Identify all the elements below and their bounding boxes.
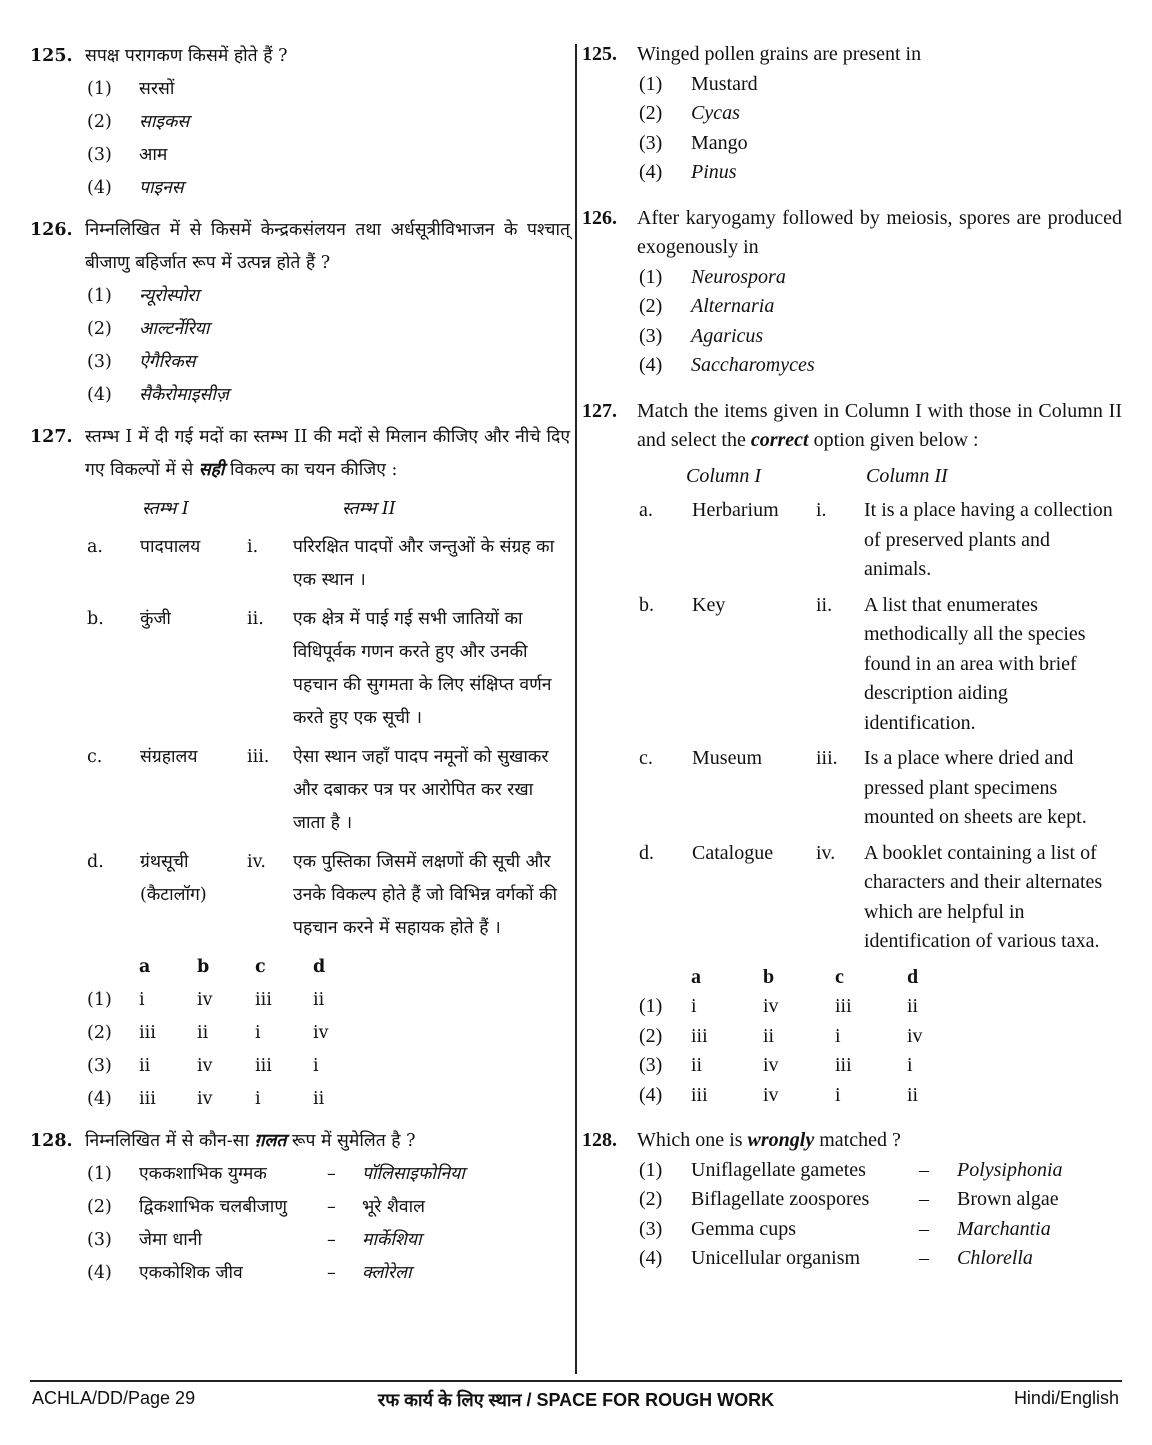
option: (4) एककोशिक जीव – क्लोरेला: [87, 1263, 412, 1283]
question-text: निम्नलिखित में से किसमें केन्द्रकसंलयन तथा अर्धसूत्रीविभाजन के पश्चात् बीजाणु बहिर्जात रूप में उत्पन्न होते हैं ?: [85, 220, 570, 273]
option: (3) ऐगैरिकस: [87, 352, 196, 372]
question-text: After karyogamy followed by meiosis, spores are produced exogenously in: [637, 206, 1122, 258]
option: (1) एककशाभिक युग्मक – पॉलिसाइफोनिया: [87, 1164, 465, 1184]
option: (1) Mustard: [639, 72, 758, 95]
option: (4) Saccharomyces: [639, 354, 815, 376]
language-label: Hindi/English: [1013, 1388, 1119, 1408]
question-number: 126.: [30, 220, 73, 240]
question-127-english: [582, 397, 1122, 1111]
match-column-headers: स्तम्भ I स्तम्भ II: [142, 499, 396, 519]
answer-option: (1) i iv iii ii: [639, 995, 919, 1017]
option: (3) जेमा धानी – मार्केशिया: [87, 1230, 422, 1250]
hindi-column: [30, 40, 570, 1299]
option: (3) आम: [87, 145, 168, 165]
option: (4) सैकैरोमाइसीज़: [87, 385, 229, 405]
question-number: 127.: [582, 399, 617, 422]
option: (2) द्विकशाभिक चलबीजाणु – भूरे शैवाल: [87, 1197, 426, 1217]
option: (2) Cycas: [639, 102, 740, 124]
option: (3) Mango: [639, 131, 748, 154]
question-text: Match the items given in Column I with those in Column II and select the correct option given below :: [637, 399, 1122, 451]
question-text: स्तम्भ I में दी गई मदों का स्तम्भ II की मदों से मिलान कीजिए और नीचे दिए गए विकल्पों में से सही विकल्प का चयन कीजिए :: [85, 427, 570, 480]
option: (3) Gemma cups – Marchantia: [639, 1217, 1051, 1240]
page-code: ACHLA/DD/Page 29: [32, 1388, 196, 1408]
footer-rule: [30, 1380, 1122, 1382]
question-number: 125.: [582, 43, 617, 65]
question-number: 126.: [582, 206, 617, 229]
question-text: Winged pollen grains are present in: [637, 43, 922, 65]
english-column: [582, 40, 1122, 1290]
question-text: Which one is wrongly matched ?: [637, 1129, 901, 1151]
match-row: d. ग्रंथसूची (कैटालॉग) iv. एक पुस्तिका जिसमें लक्षणों की सूची और उनके विकल्प होते हैं जो विभिन्न वर्गकों की पहचान करने में सहायक होते हैं ।: [87, 852, 558, 938]
option: (4) Pinus: [639, 161, 737, 183]
match-row: d. Catalogue iv. A booklet containing a list of characters and their alternates which are helpful in identification of various taxa.: [639, 841, 1103, 952]
answer-grid: [582, 963, 1122, 1111]
option: (3) Agaricus: [639, 324, 764, 347]
option: (2) Biflagellate zoospores – Brown algae: [639, 1188, 1059, 1210]
column-divider: [575, 44, 577, 1374]
answer-grid: [30, 951, 570, 1116]
option: (1) न्यूरोस्पोरा: [87, 286, 199, 306]
answer-grid-header: a b c d: [691, 965, 919, 988]
option: (4) Unicellular organism – Chlorella: [639, 1247, 1033, 1269]
question-125-hindi: [30, 40, 570, 205]
option: (1) Neurospora: [639, 265, 786, 288]
option: (2) आल्टर्नेरिया: [87, 319, 210, 339]
question-125-english: [582, 40, 1122, 188]
answer-option: (3) ii iv iii i: [639, 1054, 913, 1076]
answer-option: (1) i iv iii ii: [87, 990, 325, 1010]
question-number: 128.: [30, 1131, 73, 1151]
match-row: c. संग्रहालय iii. ऐसा स्थान जहाँ पादप नमूनों को सुखाकर और दबाकर पत्र पर आरोपित कर रखा जाता है ।: [87, 747, 549, 833]
answer-option: (3) ii iv iii i: [87, 1056, 319, 1076]
question-128-hindi: [30, 1125, 570, 1290]
option: (1) Uniflagellate gametes – Polysiphonia: [639, 1158, 1063, 1181]
question-126-hindi: [30, 214, 570, 412]
match-row: c. Museum iii. Is a place where dried and pressed plant specimens mounted on sheets are kept.: [639, 747, 1087, 828]
answer-grid-header: a b c d: [139, 957, 326, 977]
question-number: 128.: [582, 1129, 617, 1151]
question-text: निम्नलिखित में से कौन-सा ग़लत रूप में सुमेलित है ?: [85, 1131, 416, 1151]
match-row: b. कुंजी ii. एक क्षेत्र में पाई गई सभी जातियों का विधिपूर्वक गणन करते हुए और उनकी पहचान की सुगमता के लिए संक्षिप्त वर्णन करते हुए एक सूची ।: [87, 609, 552, 728]
match-column-headers: Column I Column II: [686, 464, 948, 487]
option: (2) साइकस: [87, 112, 190, 132]
answer-option: (2) iii ii i iv: [87, 1023, 329, 1043]
question-127-hindi: [30, 421, 570, 1116]
question-number: 125.: [30, 46, 73, 66]
answer-option: (4) iii iv i ii: [639, 1083, 919, 1106]
match-row: b. Key ii. A list that enumerates methodically all the species found in an area with brief description aiding identification.: [639, 593, 1086, 734]
match-row: a. पादपालय i. परिरक्षित पादपों और जन्तुओं के संग्रह का एक स्थान ।: [87, 537, 555, 590]
question-text: सपक्ष परागकण किसमें होते हैं ?: [85, 46, 288, 66]
option: (4) पाइनस: [87, 178, 184, 198]
option: (2) Alternaria: [639, 295, 775, 317]
page-footer: [30, 1388, 1122, 1416]
option: (1) सरसों: [87, 79, 175, 99]
match-row: a. Herbarium i. It is a place having a collection of preserved plants and animals.: [639, 499, 1113, 580]
question-128-english: [582, 1126, 1122, 1274]
question-number: 127.: [30, 427, 73, 447]
rough-work-label: रफ कार्य के लिए स्थान / SPACE FOR ROUGH WORK: [377, 1390, 775, 1410]
question-126-english: [582, 204, 1122, 381]
answer-option: (2) iii ii i iv: [639, 1024, 923, 1047]
answer-option: (4) iii iv i ii: [87, 1089, 325, 1109]
